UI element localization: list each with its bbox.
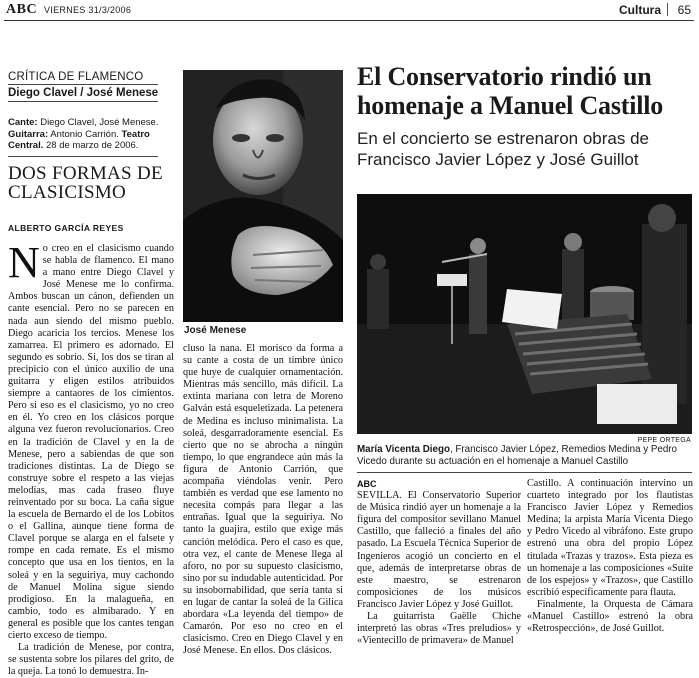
section-name: Cultura bbox=[619, 3, 661, 17]
concert-photo bbox=[357, 194, 692, 434]
review-title: DOS FORMAS DE CLASICISMO bbox=[8, 163, 163, 203]
divider bbox=[357, 472, 692, 473]
article-paragraph: La guitarrista Gaëlle Chiche interpretó las obras «Tres preludios» y «Vientecillo de primavera» de Manuel bbox=[357, 611, 521, 647]
divider bbox=[8, 84, 158, 85]
caption-text: , Francisco Javier López, Remedios Medina y Pedro Vicedo durante su actuación en el homenaje a Manuel Castillo bbox=[357, 444, 678, 467]
byline: ALBERTO GARCÍA REYES bbox=[8, 223, 124, 233]
credit-label: Teatro Central. bbox=[8, 128, 150, 151]
divider bbox=[8, 101, 158, 102]
article-paragraph: Finalmente, la Orquesta de Cámara «Manuel Castillo» estrenó la obra «Retrospección», de José Guillot. bbox=[527, 598, 693, 635]
dateline-tag: ABC bbox=[357, 479, 377, 489]
article-paragraph: Castillo. A continuación intervino un cuarteto integrado por los flautistas Francisco Javier López y Remedios Medina; la arpista María Vicenta Diego y Pedro Vicedo al vibráfono. Este grupo estrenó una obra del propio López titulada «Trazas y trazos». Esta pieza es un homenaje a las composiciones «Suite de los espejos» y «Trazos», que Castillo escribió específicamente para flauta. bbox=[527, 478, 693, 598]
article-headline: El Conservatorio rindió un homenaje a Manuel Castillo bbox=[357, 62, 664, 120]
article-column-2 bbox=[527, 478, 693, 635]
header-rule bbox=[4, 20, 694, 21]
portrait-caption: José Menese bbox=[184, 325, 247, 336]
page-number: 65 bbox=[677, 3, 691, 17]
concert-illustration bbox=[357, 194, 692, 434]
caption-name: María Vicenta Diego bbox=[357, 444, 450, 455]
credit-value: 28 de marzo de 2006. bbox=[43, 140, 139, 151]
review-column-1 bbox=[8, 238, 174, 678]
article-subheadline: En el concierto se estrenaron obras de Francisco Javier López y José Guillot bbox=[357, 129, 650, 169]
credit-value: Antonio Carrión. bbox=[48, 128, 122, 140]
portrait-illustration bbox=[183, 70, 343, 322]
review-paragraph: o creo en el clasicismo cuando se habla de flamenco. El mano a mano entre Diego Clavel y José Menese me lo confirma. Ambos buscan un cánon, defienden un cante esencial. Pero no se parecen en nada aun siendo del mismo pueblo. Diego acaricia los tercios. Menese los zamarrea. El primero es adornado. El segundo es sobrio. Si, los dos se tiran al precipicio con el único auxilio de una guitarra y eligen estilos atribuidos siempre a cantaores de los cimientos. Pero si eso es el clasicismo, yo no creo en él. Yo creo en los clásicos porque alguna vez fueron revolucionarios. Creo en la tradición de Clavel y en la de Menese, pero a sabiendas de que son tradiciones distintas. La de Diego se construye sobre el respeto a las viejas melodías, mas cada fraseo fluye reinventado por su boca. La caña sigue la escuela de Bernardo el de los Lobitos o el Gallina, aunque tiene forma de Clavel porque se alarga en el falsete y rompe en cada remate. Es el mismo concepto que usa en los tientos, en la soleá y en la seguiriya, muy cachondo de Manuel Molina sigue siendo prodigioso. En la malagueña, en cambio, todo es almibarado. Y en general es posible que los cantes tengan cierto exceso de tiempo. bbox=[8, 243, 174, 641]
article-paragraph: SEVILLA. El Conservatorio Superior de Música rindió ayer un homenaje a la figura del compositor sevillano Manuel Castillo, que falleció a finales del año pasado. La Escuela Técnica Superior de Ingenieros acogió un concierto en el que, además de interpretarse obras de este maestro, se estrenaron composiciones de los músicos Francisco Javier López y José Guillot. bbox=[357, 490, 521, 610]
photo-caption bbox=[357, 444, 692, 468]
newspaper-logo: ABC bbox=[6, 2, 38, 17]
issue-date: VIERNES 31/3/2006 bbox=[44, 5, 132, 15]
credit-label: Guitarra: bbox=[8, 128, 49, 140]
portrait-photo bbox=[183, 70, 343, 322]
credit-value: Diego Clavel, José Menese. bbox=[37, 117, 159, 128]
divider bbox=[8, 156, 158, 157]
drop-cap: N bbox=[8, 238, 40, 287]
review-paragraph: La tradición de Menese, por contra, se sustenta sobre los pilares del grito, de la queja. La tonó lo demuestra. In- bbox=[8, 642, 174, 678]
article-column-1 bbox=[357, 478, 521, 647]
review-credits bbox=[8, 117, 166, 152]
photo-credit: PEPE ORTEGA bbox=[637, 437, 691, 444]
review-paragraph: cluso la nana. El morisco da forma a su cante a costa de un timbre único que huye de cualquier ornamentación. Mientras más sencillo, más difícil. La extinta mariana con letra de Moreno Galván está esqueletizada. La petenera de Medina es incluso minimalista. La soleá, desgarradoramente esencial. Es cierto que no se abrocha a ningún tiempo, lo que engrandece aún más la figura de Antonio Carrión, que acompaña viéndolas venir. Pero también es verdad que ese lamento no necesita compás para llegar a las entrañas. Igual que la seguiriya. No tanto la guajira, estilo que exige más canción melódica. Pero el caso es que, otra vez, el cante de Menese llega al aforo, no por su supuesto clasicismo, sino por su indudable autenticidad. Por su insobornabilidad, que sería tanta si en lugar de cantar la soleá de la Gilica abordara «La leyenda del tiempo» de Camarón. Por eso no creo en el clasicismo. Creo en Diego Clavel y en José Menese. En ellos. Dos clásicos. bbox=[183, 343, 343, 657]
header-separator bbox=[667, 3, 668, 16]
review-artists: Diego Clavel / José Menese bbox=[8, 87, 159, 99]
credit-label: Cante: bbox=[8, 117, 38, 128]
review-column-2 bbox=[183, 343, 343, 657]
review-label: CRÍTICA DE FLAMENCO bbox=[8, 71, 144, 83]
